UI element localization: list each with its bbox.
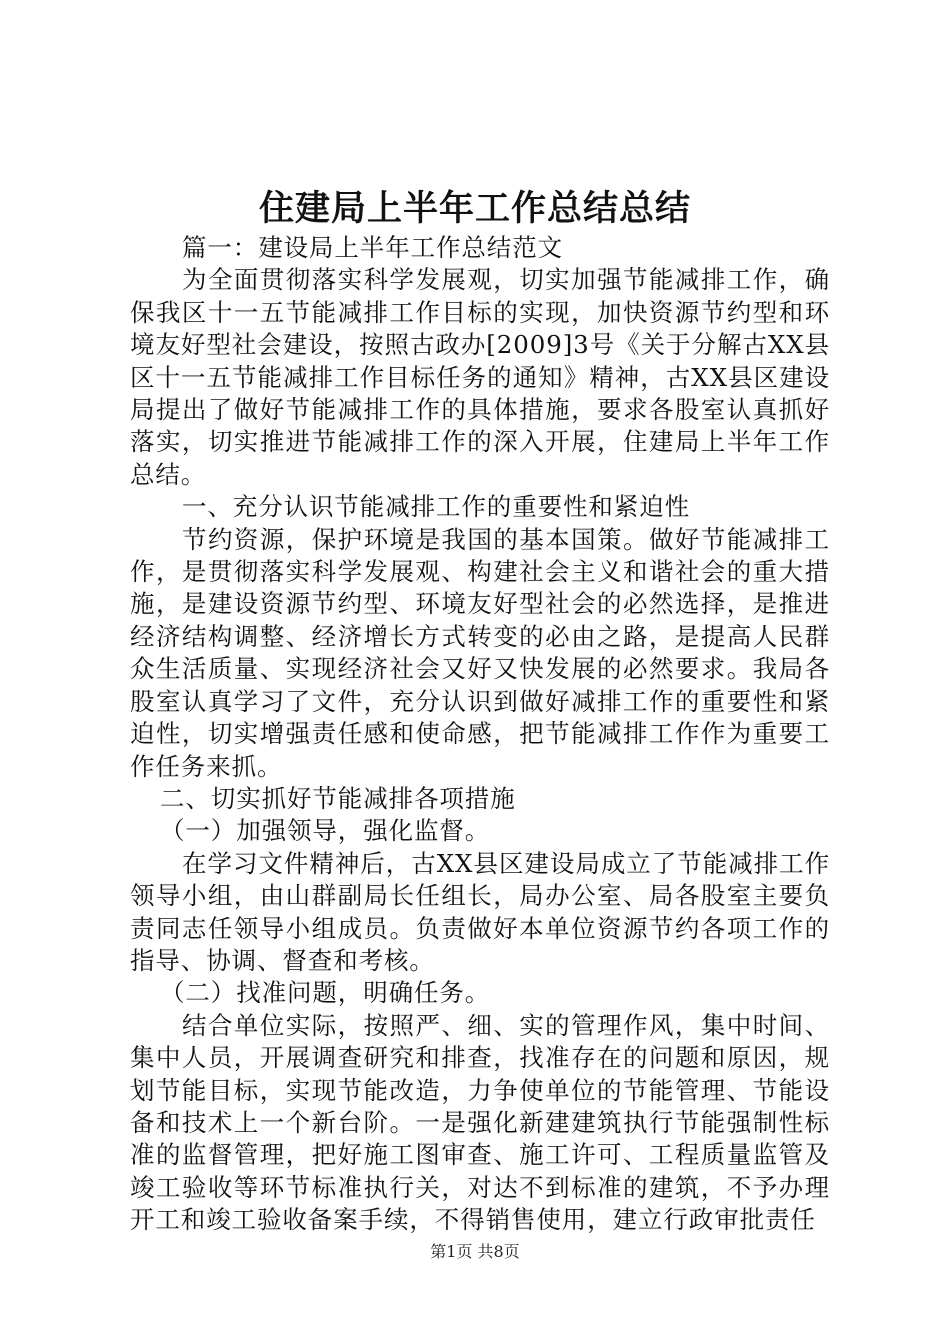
- page-number-footer: 第1页 共8页: [430, 1242, 520, 1261]
- paragraph-importance: 节约资源，保护环境是我国的基本国策。做好节能减排工作，是贯彻落实科学发展观、构建社会主义和谐社会的重大措施，是建设资源节约型、环境友好型社会的必然选择，是推进经济结构调整、经济增长方式转变的必由之路，是提高人民群众生活质量、实现经济社会又好又快发展的必然要求。我局各股室认真学习了文件，充分认识到做好减排工作的重要性和紧迫性，切实增强责任感和使命感，把节能减排工作作为重要工作任务来抓。: [130, 524, 830, 781]
- paragraph-tasks: 结合单位实际，按照严、细、实的管理作风，集中时间、集中人员，开展调查研究和排查，找准存在的问题和原因，规划节能目标，实现节能改造，力争使单位的节能管理、节能设备和技术上一个新台阶。一是强化新建建筑执行节能强制性标准的监督管理，把好施工图审查、施工许可、工程质量监管及竣工验收等环节标准执行关，对达不到标准的建筑，不予办理开工和竣工验收备案手续，不得销售使用，建立行政审批责任: [130, 1010, 830, 1235]
- article-heading: 篇一：建设局上半年工作总结范文: [182, 233, 563, 262]
- subsection-heading-1: （一）加强领导，强化监督。: [160, 816, 491, 846]
- document-title: 住建局上半年工作总结总结: [258, 189, 691, 229]
- document-body: [130, 232, 830, 1237]
- paragraph-leadership: 在学习文件精神后，古XX县区建设局成立了节能减排工作领导小组，由山群副局长任组长，局办公室、局各股室主要负责同志任领导小组成员。负责做好本单位资源节约各项工作的指导、协调、督查和考核。: [130, 848, 830, 975]
- paragraph-intro: 为全面贯彻落实科学发展观，切实加强节能减排工作，确保我区十一五节能减排工作目标的实现，加快资源节约型和环境友好型社会建设，按照古政办[2009]3号《关于分解古XX县区十一五节能减排工作目标任务的通知》精神，古XX县区建设局提出了做好节能减排工作的具体措施，要求各股室认真抓好落实，切实推进节能减排工作的深入开展，住建局上半年工作总结。: [130, 265, 830, 489]
- section-heading-2: 二、切实抓好节能减排各项措施: [160, 783, 516, 813]
- section-heading-1: 一、充分认识节能减排工作的重要性和紧迫性: [182, 492, 690, 522]
- subsection-heading-2: （二）找准问题，明确任务。: [160, 978, 491, 1008]
